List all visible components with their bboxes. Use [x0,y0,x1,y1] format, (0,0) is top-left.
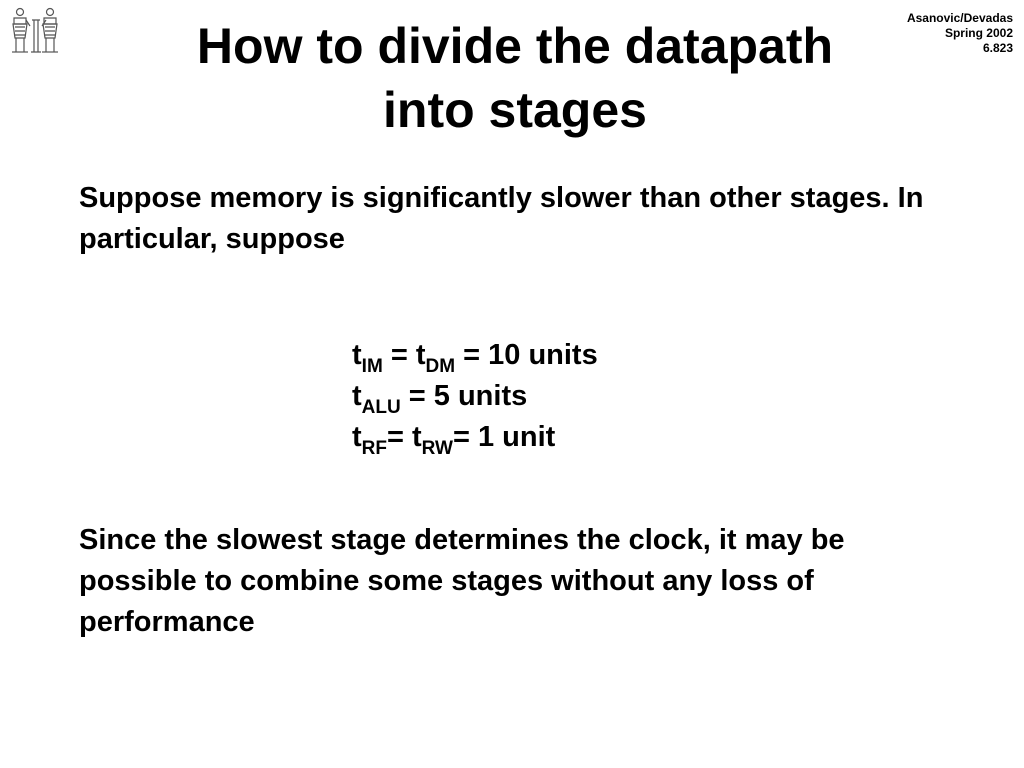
subscript-dm: DM [425,356,456,377]
intro-paragraph: Suppose memory is significantly slower than other stages. In particular, suppose [79,182,924,255]
author-text: Asanovic/Devadas [906,11,1013,25]
equation-register [352,417,598,458]
course-number: 6.823 [982,41,1013,55]
slide-title [120,14,910,142]
var-t: t [415,339,426,371]
subscript-im: IM [361,356,383,377]
conclusion-paragraph: Since the slowest stage determines the clock, it may be possible to combine some stages without any loss of performance [79,524,845,638]
title-line-1: How to divide the datapath [196,18,834,74]
subscript-rf: RF [361,438,387,459]
subscript-rw: RW [421,438,453,459]
term-text: Spring 2002 [944,26,1013,40]
subscript-alu: ALU [361,397,401,418]
equals-sign: = [387,421,412,453]
equation-value: = 10 units [455,339,598,371]
equation-memory [352,335,598,376]
equals-sign: = [382,339,416,371]
timing-equations [352,335,598,458]
var-t: t [412,421,422,453]
title-line-2: into stages [383,82,647,138]
var-t: t [352,339,362,371]
equation-value: = 5 units [400,380,528,412]
mit-logo-icon [8,4,64,56]
slide-header-info [907,11,1013,56]
var-t: t [352,421,362,453]
equation-alu [352,376,598,417]
equation-value: = 1 unit [452,421,556,453]
var-t: t [352,380,362,412]
